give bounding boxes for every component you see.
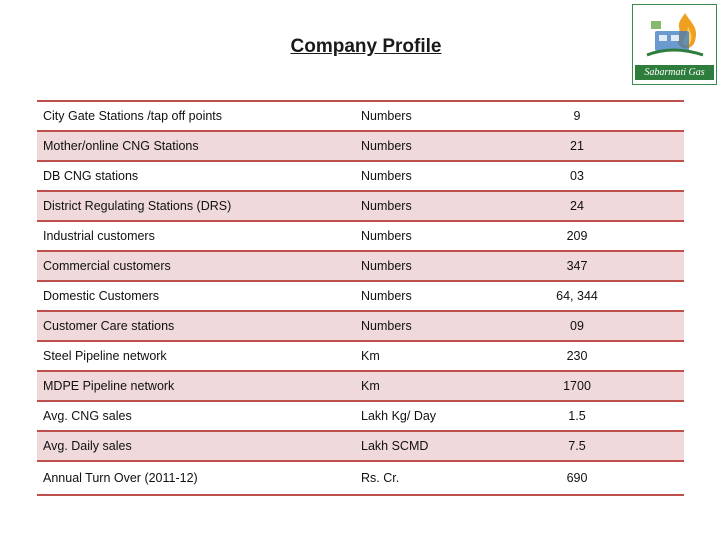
row-unit: Numbers bbox=[361, 229, 412, 243]
row-value: 64, 344 bbox=[556, 289, 598, 303]
row-unit: Numbers bbox=[361, 199, 412, 213]
row-value: 03 bbox=[570, 169, 584, 183]
row-item: DB CNG stations bbox=[43, 169, 139, 183]
table-row bbox=[37, 372, 684, 402]
row-value: 9 bbox=[573, 109, 581, 123]
row-unit: Numbers bbox=[361, 169, 412, 183]
row-item: Steel Pipeline network bbox=[43, 349, 167, 363]
page-title: Company Profile bbox=[290, 36, 442, 57]
table-row bbox=[37, 282, 684, 312]
flame-icon bbox=[633, 5, 718, 67]
row-value: 21 bbox=[570, 139, 584, 153]
row-value: 1700 bbox=[563, 379, 591, 393]
row-value: 230 bbox=[566, 349, 588, 363]
table-row bbox=[37, 192, 684, 222]
row-value: 24 bbox=[570, 199, 584, 213]
row-value: 347 bbox=[566, 259, 588, 273]
company-logo bbox=[632, 4, 717, 85]
row-value: 7.5 bbox=[568, 439, 586, 453]
row-unit: Numbers bbox=[361, 139, 412, 153]
logo-wordmark: Sabarmati Gas bbox=[635, 65, 714, 80]
row-value: 1.5 bbox=[568, 409, 586, 423]
table-row bbox=[37, 342, 684, 372]
row-unit: Numbers bbox=[361, 109, 412, 123]
row-unit: Rs. Cr. bbox=[361, 471, 400, 485]
row-unit: Km bbox=[361, 379, 380, 393]
row-item: City Gate Stations /tap off points bbox=[43, 109, 223, 123]
row-value: 09 bbox=[570, 319, 584, 333]
table-row bbox=[37, 312, 684, 342]
company-profile-table bbox=[37, 100, 684, 496]
row-item: Commercial customers bbox=[43, 259, 171, 273]
table-row bbox=[37, 462, 684, 496]
row-item: Customer Care stations bbox=[43, 319, 175, 333]
row-item: Annual Turn Over (2011-12) bbox=[43, 471, 198, 485]
row-unit: Lakh Kg/ Day bbox=[361, 409, 437, 423]
row-unit: Lakh SCMD bbox=[361, 439, 429, 453]
table-row bbox=[37, 132, 684, 162]
table-row bbox=[37, 102, 684, 132]
table-row bbox=[37, 252, 684, 282]
row-value: 690 bbox=[566, 471, 588, 485]
table-row bbox=[37, 162, 684, 192]
row-item: Domestic Customers bbox=[43, 289, 159, 303]
row-unit: Km bbox=[361, 349, 380, 363]
row-item: Mother/online CNG Stations bbox=[43, 139, 199, 153]
row-item: Industrial customers bbox=[43, 229, 155, 243]
row-item: District Regulating Stations (DRS) bbox=[43, 199, 232, 213]
row-unit: Numbers bbox=[361, 319, 412, 333]
table-row bbox=[37, 402, 684, 432]
row-item: Avg. Daily sales bbox=[43, 439, 132, 453]
row-unit: Numbers bbox=[361, 259, 412, 273]
row-item: Avg. CNG sales bbox=[43, 409, 132, 423]
table-row bbox=[37, 222, 684, 252]
table-row bbox=[37, 432, 684, 462]
row-value: 209 bbox=[566, 229, 588, 243]
row-item: MDPE Pipeline network bbox=[43, 379, 175, 393]
row-unit: Numbers bbox=[361, 289, 412, 303]
